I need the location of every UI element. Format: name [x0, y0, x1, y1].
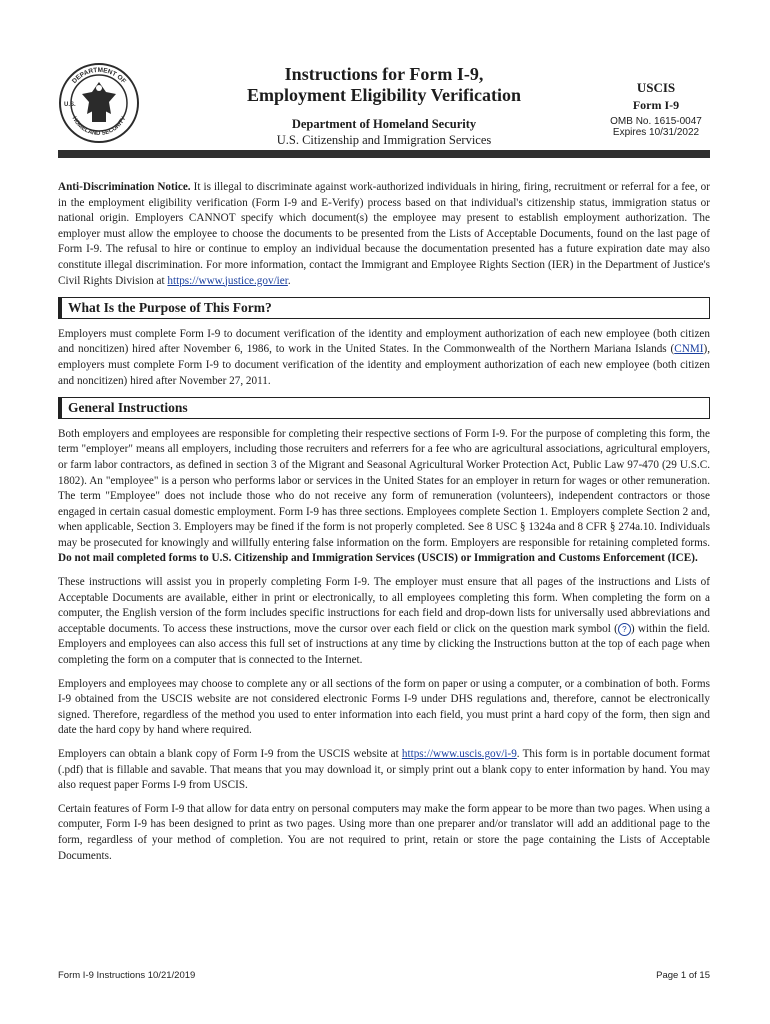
anti-discrimination-notice [58, 180, 710, 289]
general-paragraph-5: Certain features of Form I-9 that allow for data entry on personal computers may make the form appear to be more than two pages. When using a computer, Form I-9 has been designed to print as two pages. Using more than one preparer and/or translator will add an additional page to the form, regardless of your method of completion. You are not required to print, retain or store the page containing the Lists of Acceptable Documents. [58, 802, 710, 862]
purpose-text-a: Employers must complete Form I-9 to document verification of the identity and employment authorization of each new employee (both citizen and noncitizen) hired after November 6, 1986, to work in the United States. In the Commonwealth of the Northern Mariana Islands ( [58, 327, 710, 356]
uscis-i9-link[interactable]: https://www.uscis.gov/i-9 [401, 748, 517, 760]
general-p1-bold: Do not mail completed forms to U.S. Citizenship and Immigration Services (USCIS) or Immigration and Customs Enforcement (ICE). [58, 552, 698, 565]
question-mark-icon: ? [618, 623, 631, 636]
instructions-body [58, 180, 710, 872]
general-paragraph-1 [58, 427, 710, 567]
notice-text: It is illegal to discriminate against work-authorized individuals in hiring, firing, recruitment or referral for a fee, or in the employment eligibility verification (Form I-9 and E-Verify) process based on that individual's citizenship status, immigration status or national origin. Employers CANNOT specify which document(s) the employee may present to establish employment authorization. The employer must allow the employee to choose the documents to be presented from the Lists of Acceptable Documents, found on the last page of Form I-9. The refusal to hire or continue to employ an individual because the documentation presented has a future expiration date may also constitute illegal discrimination. For more information, contact the Immigrant and Employee Rights Section (IER) in the Department of Justice's Civil Rights Division at [58, 181, 710, 287]
form-identifier-block [600, 80, 712, 138]
department-name: Department of Homeland Security [291, 117, 477, 131]
ier-link[interactable]: https://www.justice.gov/ier [167, 274, 288, 287]
purpose-heading: What Is the Purpose of This Form? [58, 297, 710, 319]
agency-name: U.S. Citizenship and Immigration Services [276, 133, 492, 147]
seal-left-text: U.S. [64, 102, 76, 108]
omb-number: OMB No. 1615-0047 [610, 116, 702, 127]
page-number: Page 1 of 15 [656, 970, 710, 981]
seal-bottom-text: HOMELAND SECURITY [70, 115, 128, 138]
general-p4-text-a: Employers can obtain a blank copy of Form I-9 from the USCIS website at [58, 748, 402, 760]
notice-end: . [287, 274, 291, 287]
notice-label: Anti-Discrimination Notice. [58, 181, 191, 193]
form-number: Form I-9 [632, 98, 680, 112]
general-p1-text: Both employers and employees are responsible for completing their respective sections of Form I-9. For the purpose of completing this form, the term "employer" means all employers, including those recruiters and referrers for a fee who are agricultural associations, agricultural employers, or farm labor contractors, as defined in section 3 of the Migrant and Seasonal Agricultural Worker Protection Act, Public Law 97-470 (29 U.S.C. 1802). An "employee" is a person who performs labor or services in the United States for an employer in return for wages or other remuneration. The term "Employee" does not include those who do not receive any form of remuneration (volunteers), independent contractors or those engaged in certain casual domestic employment. Form I-9 has three sections. Employees complete Section 1. Employers complete Section 2 and, when applicable, Section 3. Employers may be fined if the form is not properly completed. See 8 USC § 1324a and 8 CFR § 274a.10. Individuals may be prosecuted for knowingly and willfully entering false information on the form. Employers are responsible for retaining completed forms. [58, 427, 710, 549]
general-paragraph-4 [58, 747, 710, 794]
expiration-date: Expires 10/31/2022 [612, 127, 700, 138]
header-divider-band [58, 150, 710, 158]
page-footer [58, 970, 710, 981]
general-paragraph-3: Employers and employees may choose to complete any or all sections of the form on paper or using a computer, or a combination of both. Forms I-9 obtained from the USCIS website are not considered electronic Forms I-9 under DHS regulations and, therefore, cannot be electronically signed. Therefore, regardless of the method you used to enter information into each field, you must print a hard copy of the form, then sign and date the hard copy by hand where required. [58, 677, 710, 737]
title-line-2: Employment Eligibility Verification [246, 85, 521, 105]
general-p2-text-b: ) within the field. Employers and employees can also access this full set of instructions at any time by clicking the Instructions button at the top of each page when completing the form on a computer that is connected to the Internet. [58, 622, 710, 667]
title-line-1: Instructions for Form I-9, [284, 64, 484, 84]
general-p2-text-a: These instructions will assist you in properly completing Form I-9. The employer must ensure that all pages of the instructions and Lists of Acceptable Documents are available, either in print or electronically, to all employees completing this form. When completing the form on a computer, the English version of the form includes specific instructions for each field and drop-down lists for universally used abbreviations and acceptable documents. To access these instructions, move the cursor over each field or click on the question mark symbol ( [58, 576, 710, 635]
form-title-block [160, 64, 608, 148]
general-p4-text-b: . This form is in portable document format (.pdf) that is fillable and savable. That means that you may download it, or simply print out a blank copy to enter information by hand. You may also request paper Forms I-9 from USCIS. [58, 748, 710, 792]
purpose-paragraph [58, 327, 710, 389]
general-instructions-heading: General Instructions [58, 397, 710, 419]
general-paragraph-2 [58, 575, 710, 669]
cnmi-link[interactable]: CNMI [674, 343, 704, 356]
purpose-text-b: ), employers must complete Form I-9 to document verification of the identity and employment authorization of each new employee (both citizen and noncitizen) hired after November 27, 2011. [58, 343, 710, 387]
agency-short: USCIS [636, 80, 676, 95]
dhs-seal-logo [58, 62, 140, 144]
footer-edition: Form I-9 Instructions 10/21/2019 [58, 970, 196, 981]
seal-top-text: DEPARTMENT OF [71, 66, 128, 85]
